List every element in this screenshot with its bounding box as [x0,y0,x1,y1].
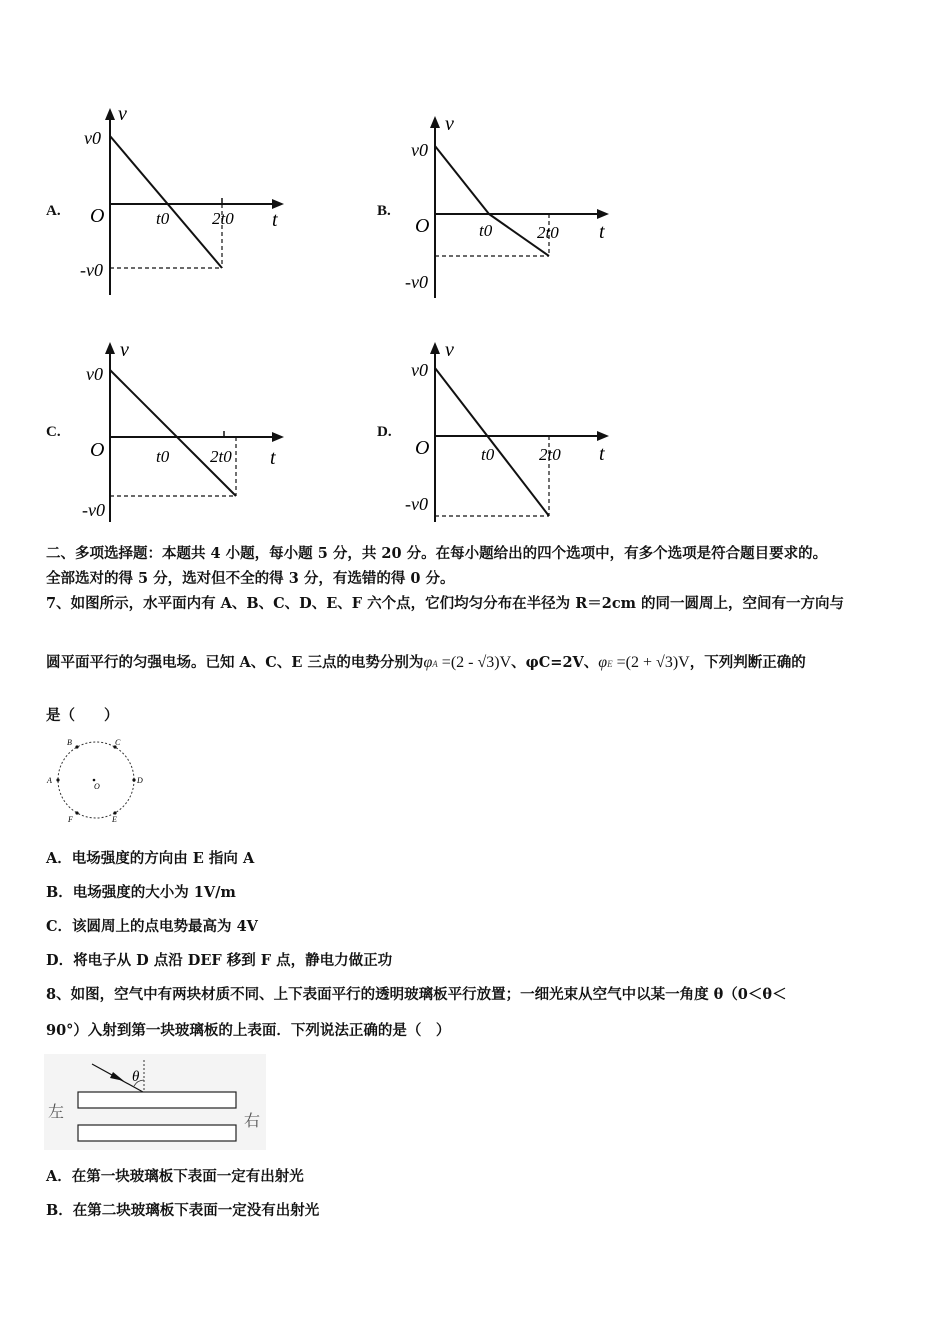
glass-plate-2 [78,1125,236,1141]
neg-v0-label: -v0 [405,494,428,514]
phi-a: φA =(2 - √3)V [423,654,512,671]
t0-label: t0 [156,209,170,228]
axis-t-label: t [599,221,605,243]
point-f-label: F [68,815,73,824]
q8-option-b: B．在第二块玻璃板下表面一定没有出射光 [46,1202,320,1219]
2t0-label: 2t0 [210,447,232,466]
v-t-line [435,368,549,516]
neg-v0-label: -v0 [80,260,103,280]
axis-t-label: t [272,209,278,231]
point-d-label: D [137,776,143,785]
phi-e: φE =(2 + √3)V [598,654,690,671]
neg-v0-label: -v0 [82,500,105,520]
left-label: 左 [48,1102,65,1121]
v0-label: v0 [411,140,428,160]
v0-label: v0 [86,364,103,384]
2t0-label: 2t0 [539,445,561,464]
q8-option-a: A．在第一块玻璃板下表面一定有出射光 [46,1168,304,1185]
origin-label: O [90,439,105,461]
graph-d [405,334,615,530]
graph-b [405,108,615,307]
t0-label: t0 [156,447,170,466]
2t0-label: 2t0 [212,209,234,228]
point-e-label: E [112,815,117,824]
t-axis-arrow [597,431,609,441]
2t0-label: 2t0 [537,223,559,242]
v-axis-arrow [430,116,440,128]
graph-a [80,100,290,304]
origin-label: O [415,437,430,459]
q8-stem-line2: 90°）入射到第一块玻璃板的上表面．下列说法正确的是（ ） [46,1022,451,1039]
q7-option-c: C．该圆周上的点电势最高为 4V [46,918,258,935]
dashed-circle [58,742,134,818]
t0-label: t0 [481,445,495,464]
point-o-label: O [94,782,100,791]
glass-plate-1 [78,1092,236,1108]
axis-v-label: v [118,103,127,125]
q7-circle-figure [44,734,148,832]
q7-line2-pre: 圆平面平行的匀强电场。已知 A、C、E 三点的电势分别为 [46,654,424,671]
v-t-line-1 [435,146,489,214]
v0-label: v0 [411,360,428,380]
q7-option-d: D．将电子从 D 点沿 DEF 移到 F 点，静电力做正功 [46,952,393,969]
q7-option-a: A．电场强度的方向由 E 指向 A [46,850,255,867]
graph-c [80,334,290,530]
point-a-label: A [47,776,52,785]
v-t-line [110,136,222,268]
phi-c: 、φC=2V、 [511,654,599,671]
t-axis-arrow [272,432,284,442]
q7-line2-post: ，下列判断正确的 [689,654,806,671]
axis-v-label: v [445,113,454,135]
point-b-label: B [67,738,72,747]
t0-label: t0 [479,221,493,240]
section-heading-line2: 全部选对的得 5 分，选对但不全的得 3 分，有选错的得 0 分。 [46,570,455,587]
v-axis-arrow [105,342,115,354]
axis-v-label: v [120,339,129,361]
axis-t-label: t [270,447,276,469]
section-heading-line1: 二、多项选择题：本题共 4 小题，每小题 5 分，共 20 分。在每小题给出的四个选项中，有多个选项是符合题目要求的。 [46,545,828,562]
option-a-label: A. [46,203,61,219]
v-t-line [110,370,236,496]
t-axis-arrow [272,199,284,209]
axis-t-label: t [599,443,605,465]
t-axis-arrow [597,209,609,219]
axis-v-label: v [445,339,454,361]
v0-label: v0 [84,128,101,148]
v-axis-arrow [430,342,440,354]
point-c-label: C [115,738,121,747]
q7-stem-line1: 7、如图所示，水平面内有 A、B、C、D、E、F 六个点，它们均匀分布在半径为 R＝2cm 的同一圆周上，空间有一方向与 [46,595,845,612]
origin-label: O [415,215,430,237]
q8-glass-figure [44,1054,266,1154]
option-d-label: D. [377,424,392,440]
q7-stem-line3: 是（ ） [46,707,119,724]
q7-option-b: B．电场强度的大小为 1V/m [46,884,236,901]
theta-label: θ [132,1069,140,1085]
option-b-label: B. [377,203,391,219]
q8-stem-line1: 8、如图，空气中有两块材质不同、上下表面平行的透明玻璃板平行放置；一细光束从空气中以某一角度 θ（0＜θ＜ [46,986,787,1003]
right-label: 右 [244,1111,261,1130]
q7-stem-line2 [46,652,806,675]
origin-label: O [90,205,105,227]
option-c-label: C. [46,424,61,440]
neg-v0-label: -v0 [405,272,428,292]
v-axis-arrow [105,108,115,120]
